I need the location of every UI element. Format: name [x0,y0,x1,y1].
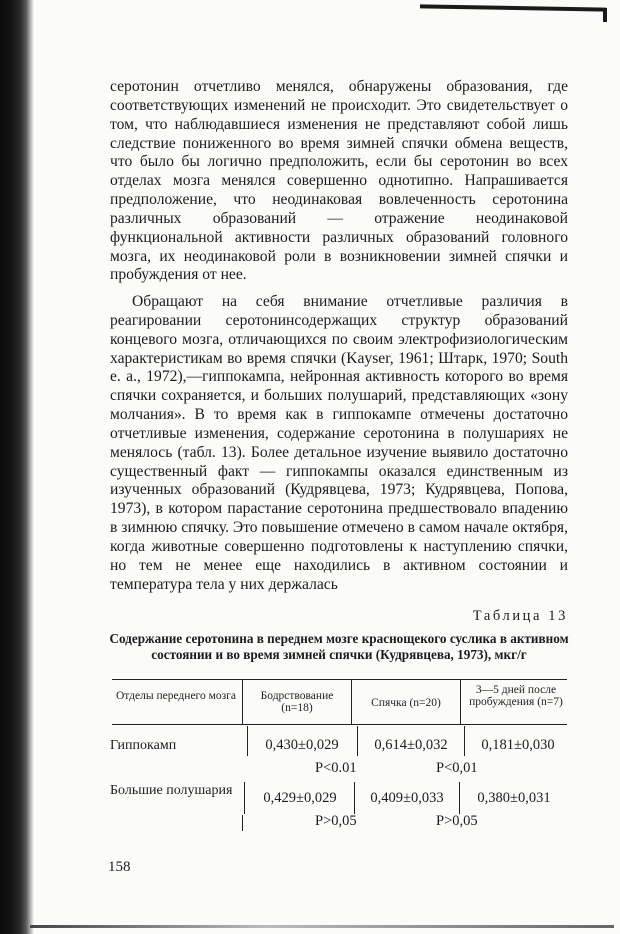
body-paragraph-1-block [110,78,568,285]
row-1-divider-1 [247,726,248,756]
body-paragraph-2-block [110,293,568,595]
page-number: 158 [108,859,131,875]
row-2-divider-2 [354,782,355,814]
body-paragraph-2: Обращают на себя внимание отчетливые различия в реагировании серотонинсодержащих структур образований концевого мозга, отличающихся по своим электрофизиологическим характеристикам во время спячки (Kayser, 1961; Штарк, 1970; South e. a., 1972),—гиппокампа, нейронная активность которого во время спячки сохраняется, и больших полушарий, представляющих «зону молчания». В то время как в гиппокампе отмечены достаточно отчетливые изменения, содержание серотонина в полушариях не менялось (табл. 13). Более детальное изучение выявило достаточно существенный факт — гиппокампы оказался единственным из изученных образований (Кудрявцева, 1973; Кудрявцева, Попова, 1973), в котором парастание серотонина предшествовало впадению в зимнюю спячку. Это повышение отмечено в самом начале октября, когда животные совершенно подготовлены к наступлению спячки, но тем не менее еще находились в активном состоянии и температура тела у них держалась [110,293,568,593]
row-hemispheres-awake: 0,429±0,029 [263,790,337,806]
row-hemispheres-name: Большие полушария [110,783,233,798]
table-header-rule [112,724,567,725]
row-1-divider-3 [464,726,465,756]
row-2-divider-1 [244,782,245,814]
book-spine-shadow [0,0,34,934]
row-hippocampus-p-awake-vs-sleep: P<0.01 [315,760,357,776]
body-paragraph-1: серотонин отчетливо менялся, обнаружены образования, где соответствующих изменений не происходит. Это свидетельствует о том, что наблюдавшиеся изменения не представляют собой лишь следствие пониженного во время зимней спячки обмена веществ, что было бы логично предположить, если бы серотонин во всех отделах мозга менялся совершенно однотипно. Напрашивается предположение, что неодинаковая вовлеченность серотонина различных образований — отражение неодинаковой функциональной активности различных образований головного мозга, их неодинаковой роли в возникновении зимней спячки и пробуждения от нее. [110,78,568,284]
row-2-divider-3 [459,782,460,814]
row-hippocampus-name: Гиппокамп [110,738,177,753]
row-hippocampus-hibernation: 0,614±0,032 [374,737,448,753]
row-hemispheres-hibernation: 0,409±0,033 [370,790,444,806]
row-hemispheres-p-sleep-vs-after: P>0,05 [436,813,478,829]
row-hemispheres-p-awake-vs-sleep: P>0,05 [315,813,357,829]
row-hippocampus-awake: 0,430±0,029 [265,737,339,753]
header-divider-1 [242,680,243,724]
header-hibernation: Спячка (n=20) [371,697,441,709]
page-bottom-edge [30,925,614,928]
page-top-corner [603,8,607,22]
header-divider-2 [351,680,352,724]
table-caption: Содержание серотонина в переднем мозге краснощекого суслика в активном состоянии и во время зимней спячки (Кудрявцева, 1973), мкг/г [109,631,569,662]
row-hemispheres-after: 0,380±0,031 [477,790,551,806]
row-2-tail-divider [242,815,243,831]
page-top-edge [420,4,606,11]
table-label: Таблица 13 [472,608,568,624]
header-brain-region: Отделы переднего мозга [116,690,236,702]
row-1-divider-2 [357,726,358,756]
header-divider-3 [460,680,461,724]
table-top-rule [112,679,567,680]
header-after-awakening: 3—5 дней после пробуждения (n=7) [469,684,563,708]
row-hippocampus-p-sleep-vs-after: P<0,01 [436,760,478,776]
row-hippocampus-after: 0,181±0,030 [481,737,555,753]
header-awake: Бодрствование (n=18) [260,690,334,714]
